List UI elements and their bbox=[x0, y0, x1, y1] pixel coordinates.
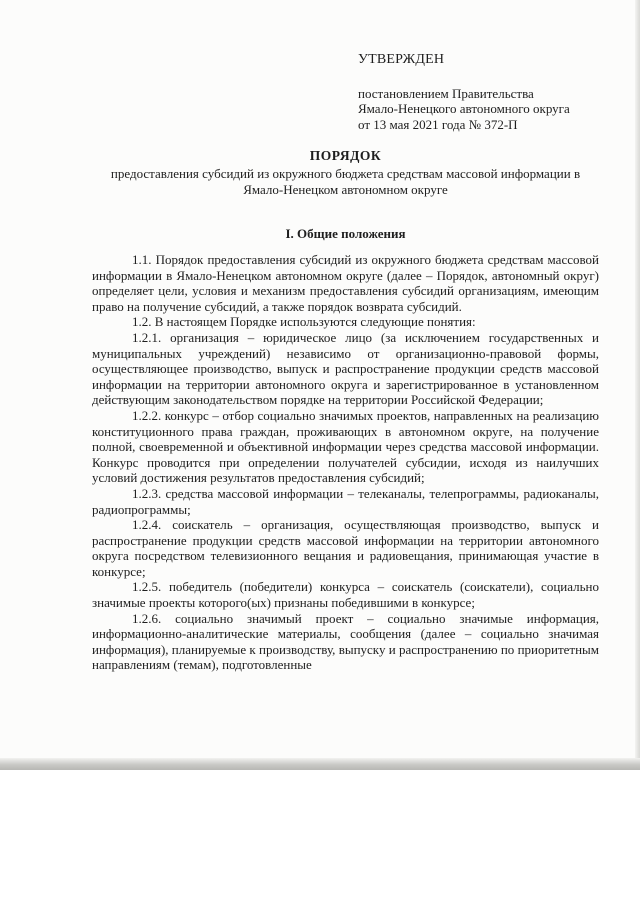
section-title: I. Общие положения bbox=[285, 226, 406, 241]
paragraph-1-2-1: 1.2.1. организация – юридическое лицо (за исключением государственных и муниципальных учреждений) независимо от организационно-правовой формы, осуществляющее производство, выпуск и распространение продукции средств массовой информации на территории автономного округа и зарегистрированное в установленном действующим законодательством порядке на территории Российской Федерации; bbox=[92, 329, 599, 408]
scan-bottom-edge bbox=[0, 758, 640, 770]
approval-line-2: Ямало-Ненецкого автономного округа bbox=[358, 101, 570, 116]
paragraph-1-2: 1.2. В настоящем Порядке используются следующие понятия: bbox=[132, 314, 476, 330]
approval-line-3: от 13 мая 2021 года № 372-П bbox=[358, 116, 518, 132]
section-body bbox=[92, 252, 599, 673]
approval-line-1: постановлением Правительства bbox=[358, 85, 534, 101]
paragraph-1-2-3: 1.2.3. средства массовой информации – телеканалы, телепрограммы, радиоканалы, радиопрограммы; bbox=[92, 485, 599, 517]
document-subtitle: предоставления субсидий из окружного бюджета средствам массовой информации в Ямало-Ненецком автономном округе bbox=[110, 166, 581, 197]
scan-right-edge bbox=[635, 0, 640, 768]
paragraph-1-2-2: 1.2.2. конкурс – отбор социально значимых проектов, направленных на реализацию конституционного права граждан, проживающих в автономном округе, на получение полной, своевременной и объективной информации через средства массовой информации. Конкурс проводится при определении получателей субсидии, исходя из наилучших условий достижения результатов предоставления субсидий; bbox=[92, 407, 599, 486]
approval-heading: УТВЕРЖДЕН bbox=[358, 52, 445, 67]
paragraph-1-2-4: 1.2.4. соискатель – организация, осуществляющая производство, выпуск и распространение продукции средств массовой информации на территории автономного округа посредством телевизионного вещания и радиовещания, принимающая участие в конкурсе; bbox=[92, 517, 599, 579]
paragraph-1-2-5: 1.2.5. победитель (победители) конкурса – соискатель (соискатели), социально значимые проекты которого(ых) признаны победившими в конкурсе; bbox=[92, 579, 599, 611]
document-title: ПОРЯДОК bbox=[309, 148, 382, 163]
approval-stamp bbox=[358, 52, 628, 132]
paragraph-1-1: 1.1. Порядок предоставления субсидий из окружного бюджета средствам массовой информации в Ямало-Ненецком автономном округе (далее – Порядок, автономный округ) определяет цели, условия и механизм предоставления субсидий организациям, имеющим право на получение субсидий, а также порядок возврата субсидий. bbox=[92, 252, 599, 314]
paragraph-1-2-6: 1.2.6. социально значимый проект – социально значимые информация, информационно-аналитические материалы, сообщения (далее – социально значимая информация), планируемые к производству, выпуску и распространению по приоритетным направлениям (темам), подготовленные bbox=[92, 610, 599, 673]
